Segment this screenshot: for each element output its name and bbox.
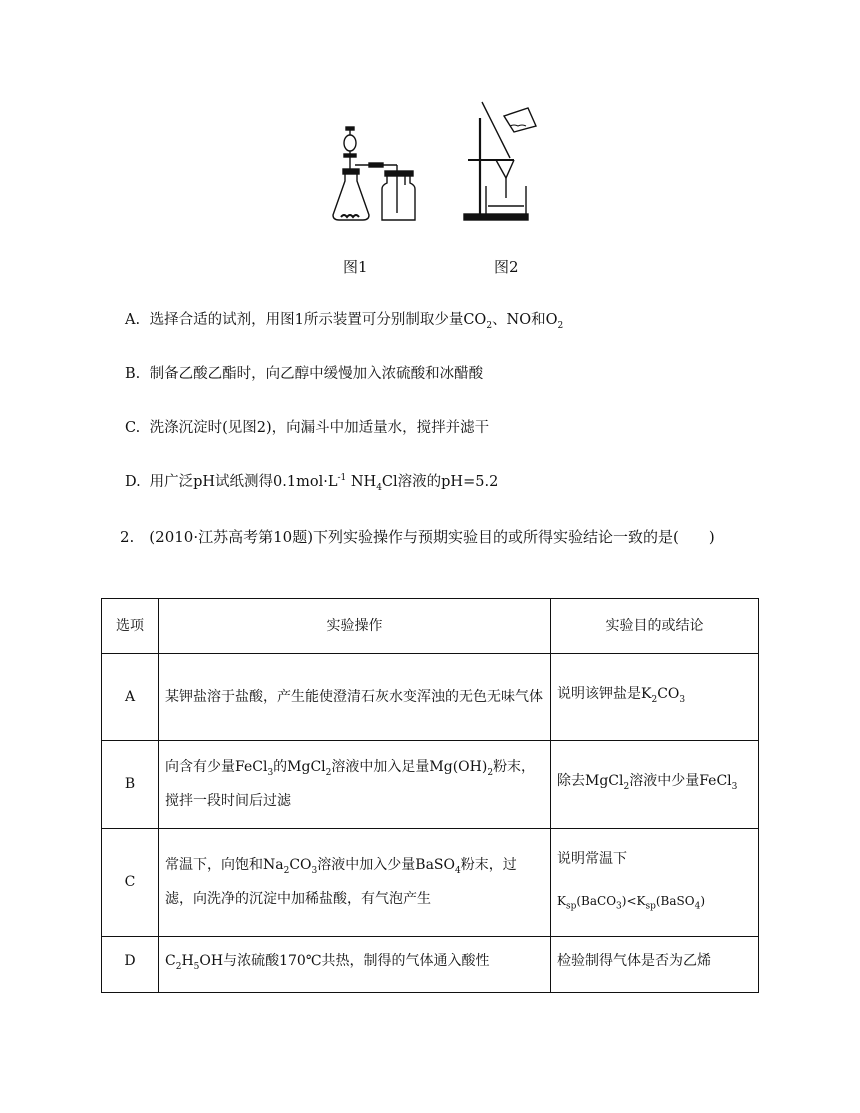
text-run: CO (289, 856, 312, 873)
row-option: C (102, 829, 159, 937)
header-option: 选项 (102, 599, 159, 654)
subscript: 2 (623, 781, 630, 792)
text-run: 向含有少量FeCl (165, 758, 268, 775)
subscript: 3 (731, 781, 738, 792)
subscript: 3 (616, 901, 622, 912)
row-operation: 某钾盐溶于盐酸，产生能使澄清石灰水变浑浊的无色无味气体 (159, 654, 551, 741)
subscript: 4 (694, 901, 701, 912)
text-run: 除去MgCl (557, 773, 624, 790)
text-run: OH与浓硫酸170℃共热，制得的气体通入酸性 (199, 953, 490, 969)
subscript: 3 (311, 865, 318, 876)
row-operation (159, 741, 551, 829)
option-b (125, 362, 483, 383)
figure-1-apparatus (325, 125, 425, 225)
text-run: 的MgCl (273, 758, 326, 775)
table-row (102, 654, 759, 741)
text-run: K (557, 893, 566, 908)
option-c (125, 416, 489, 437)
text-run: 溶液中少量FeCl (629, 773, 732, 790)
text-run: 溶液中加入少量BaSO (317, 856, 455, 873)
text-run: ) (700, 893, 706, 908)
text-run: 说明常温下 (557, 850, 627, 867)
text-run: (BaSO (655, 893, 695, 908)
option-text: 制备乙酸乙酯时，向乙醇中缓慢加入浓硫酸和冰醋酸 (149, 366, 484, 382)
option-letter: D. (125, 474, 141, 490)
table-row (102, 937, 759, 993)
subscript: sp (645, 901, 656, 912)
row-conclusion: 检验制得气体是否为乙烯 (551, 937, 759, 993)
subscript: 2 (651, 694, 658, 705)
option-text: Cl溶液的pH=5.2 (381, 474, 499, 490)
row-conclusion (551, 829, 759, 937)
subscript: 2 (325, 767, 332, 778)
text-run: C (165, 953, 176, 969)
row-option: B (102, 741, 159, 829)
option-letter: C. (125, 420, 141, 436)
row-operation (159, 937, 551, 993)
option-text: 选择合适的试剂，用图1所示装置可分别制取少量CO (149, 312, 487, 328)
option-letter: B. (125, 366, 141, 382)
text-run: 粉末，搅拌一段时间后过滤 (165, 758, 536, 810)
subscript: 4 (454, 865, 461, 876)
text-run: H (181, 953, 194, 969)
question-2-text: 2. (2010·江苏高考第10题)下列实验操作与预期实验目的或所得实验结论一致的是( ) (120, 528, 715, 546)
superscript: -1 (337, 473, 347, 484)
option-text: NH (346, 474, 377, 490)
figure-2-caption: 图2 (494, 258, 519, 276)
subscript: 2 (487, 767, 494, 778)
figure-1-caption: 图1 (343, 258, 368, 276)
text-run: )<K (621, 893, 646, 908)
table-row (102, 829, 759, 937)
text-run: 溶液中加入足量Mg(OH) (331, 758, 488, 775)
experiment-table (101, 598, 759, 993)
table-row (102, 741, 759, 829)
option-text: 洗涤沉淀时(见图2)，向漏斗中加适量水，搅拌并滤干 (149, 420, 490, 436)
subscript: 2 (486, 320, 493, 331)
table-header-row (102, 599, 759, 654)
subscript: 2 (557, 320, 564, 331)
row-conclusion (551, 741, 759, 829)
figure-2-apparatus (458, 98, 543, 223)
option-text: 用广泛pH试纸测得0.1mol·L (149, 474, 338, 490)
text-run: 说明该钾盐是K (557, 685, 652, 702)
subscript: sp (565, 901, 577, 912)
subscript: 4 (376, 482, 382, 493)
option-text: 、NO和O (492, 312, 558, 328)
text-run: CO (657, 685, 680, 702)
subscript: 3 (679, 694, 686, 705)
option-a (125, 308, 563, 331)
header-conclusion: 实验目的或结论 (551, 599, 759, 654)
row-option: A (102, 654, 159, 741)
text-run: (BaCO (576, 893, 617, 908)
subscript: 5 (193, 961, 200, 972)
subscript: 2 (283, 865, 290, 876)
row-operation (159, 829, 551, 937)
option-letter: A. (125, 312, 141, 328)
row-option: D (102, 937, 159, 993)
option-d (125, 470, 498, 493)
ksp-comparison (557, 880, 752, 927)
text-run: 粉末，过滤，向洗净的沉淀中加稀盐酸，有气泡产生 (165, 856, 517, 908)
header-operation: 实验操作 (159, 599, 551, 654)
text-run: 常温下，向饱和Na (165, 856, 284, 873)
subscript: 3 (267, 767, 274, 778)
row-conclusion (551, 654, 759, 741)
subscript: 2 (175, 961, 182, 972)
